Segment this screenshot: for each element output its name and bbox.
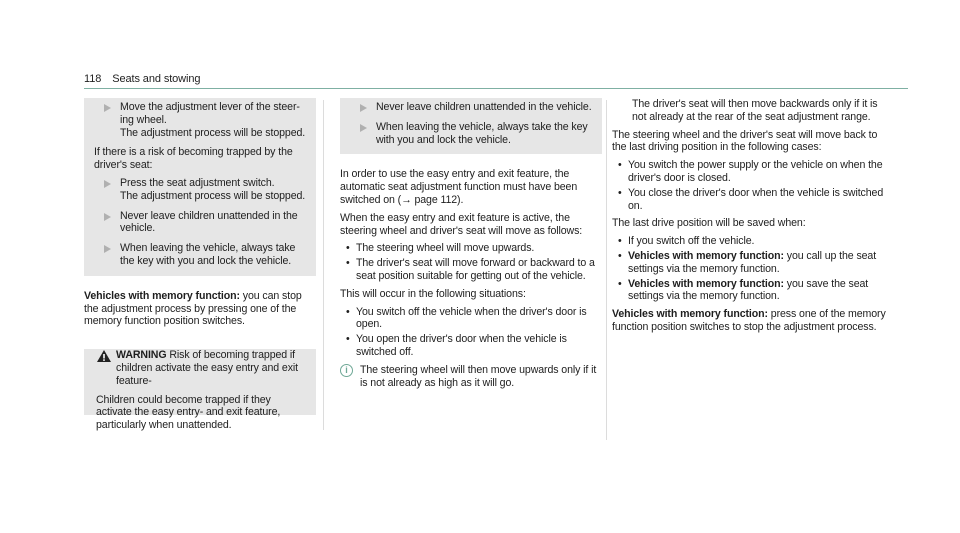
triangle-arrow-icon [360, 104, 367, 112]
list-item: • You close the driver's door when the vehicle is switched on. [612, 187, 890, 213]
step-move-lever [94, 101, 306, 139]
bold-label: Vehicles with memory function: [84, 289, 240, 302]
situations-list [340, 306, 602, 359]
step-text: Press the seat adjustment switch. [120, 176, 275, 189]
list-item [612, 278, 890, 304]
list-item: • You switch the power supply or the vehicle on when the driver's door is closed. [612, 159, 890, 185]
triangle-arrow-icon [104, 213, 111, 221]
warning-heading [96, 349, 304, 387]
warning-triangle-icon [96, 349, 112, 363]
list-item [612, 235, 890, 248]
warning-box [84, 344, 316, 445]
note-text: The steering wheel will then move upwards only if it is not already as high as it will go. [360, 363, 597, 389]
column-1 [84, 98, 316, 445]
bold-label: Vehicles with memory function: [628, 249, 784, 262]
triangle-arrow-icon [360, 124, 367, 132]
step-text: When leaving the vehicle, always take the key with you and lock the vehicle. [120, 242, 296, 267]
movement-list [340, 242, 602, 282]
step-text: ing wheel. [120, 113, 167, 126]
paragraph: This will occur in the following situations: [340, 287, 526, 300]
triangle-arrow-icon [104, 104, 111, 112]
box-text: If there is a risk of becoming trapped by the driver's seat: [94, 146, 293, 172]
instruction-box [84, 98, 316, 276]
note [340, 364, 602, 390]
step-never-leave [94, 210, 306, 236]
step-text: When leaving the vehicle, always take the key with you and lock the vehicle. [376, 120, 588, 146]
page-header [84, 73, 200, 86]
step-text: Never leave children unattended in the vehicle. [120, 209, 298, 235]
instruction-box [340, 98, 602, 154]
paragraph: The last drive position will be saved when: [612, 217, 806, 230]
page-number: 118 [84, 73, 102, 85]
section-title: Seats and stowing [112, 73, 201, 85]
paragraph-text: press one of the memory function position switches to stop the adjustment process. [612, 308, 886, 333]
step-press-switch [94, 177, 306, 203]
column-3 [612, 98, 890, 339]
saved-when-list [612, 235, 890, 303]
bold-label: Vehicles with memory function: [612, 308, 768, 321]
warning-body: Children could become trapped if they activate the easy entry- and exit feature, particularly when unattended. [96, 393, 281, 432]
step-text: Move the adjustment lever of the steer- [120, 101, 300, 113]
list-item: • You open the driver's door when the vehicle is switched off. [340, 333, 602, 359]
paragraph: When the easy entry and exit feature is active, the steering wheel and driver's seat will move as follows: [340, 211, 583, 237]
memory-function-paragraph [612, 308, 890, 334]
list-item [612, 250, 890, 276]
list-item-text: you save the seat settings via the memory function. [628, 277, 869, 303]
paragraph: The steering wheel and the driver's seat will move back to the last driving position in the following cases: [612, 128, 878, 154]
warning-title: Risk of becoming trapped if children activate the easy entry and exit feature- [116, 349, 298, 387]
column-2 [340, 98, 602, 393]
info-circle-icon: i [340, 364, 353, 377]
list-item: • The driver's seat will move forward or backward to a seat position suitable for getting out of the vehicle. [340, 257, 602, 283]
warning-label: WARNING [116, 349, 167, 362]
column-divider [323, 100, 324, 430]
step-text: The adjustment process will be stopped. [120, 189, 306, 202]
paragraph: In order to use the easy entry and exit feature, the automatic seat adjustment function must have been switched on (→ page 112). [340, 168, 578, 206]
step-leaving-vehicle [350, 121, 592, 147]
step-never-leave [350, 101, 592, 114]
cases-list [612, 159, 890, 212]
list-item: • The steering wheel will move upwards. [340, 242, 602, 255]
paragraph-text: you can stop the adjustment process by pressing one of the memory function position switches. [84, 289, 302, 328]
header-rule [84, 88, 908, 89]
list-item-text: you call up the seat settings via the memory function. [628, 249, 877, 275]
indented-note-text: The driver's seat will then move backwards only if it is not already at the rear of the seat adjustment range. [632, 98, 878, 123]
memory-function-paragraph [84, 290, 316, 328]
triangle-arrow-icon [104, 180, 111, 188]
triangle-arrow-icon [104, 245, 111, 253]
step-text: The adjustment process will be stopped. [120, 126, 306, 139]
bold-label: Vehicles with memory function: [628, 277, 784, 290]
column-divider [606, 100, 607, 440]
step-text: Never leave children unattended in the vehicle. [376, 101, 592, 113]
list-item-text: If you switch off the vehicle. [628, 235, 755, 248]
list-item: • You switch off the vehicle when the driver's door is open. [340, 306, 602, 332]
step-leaving-vehicle [94, 242, 306, 268]
